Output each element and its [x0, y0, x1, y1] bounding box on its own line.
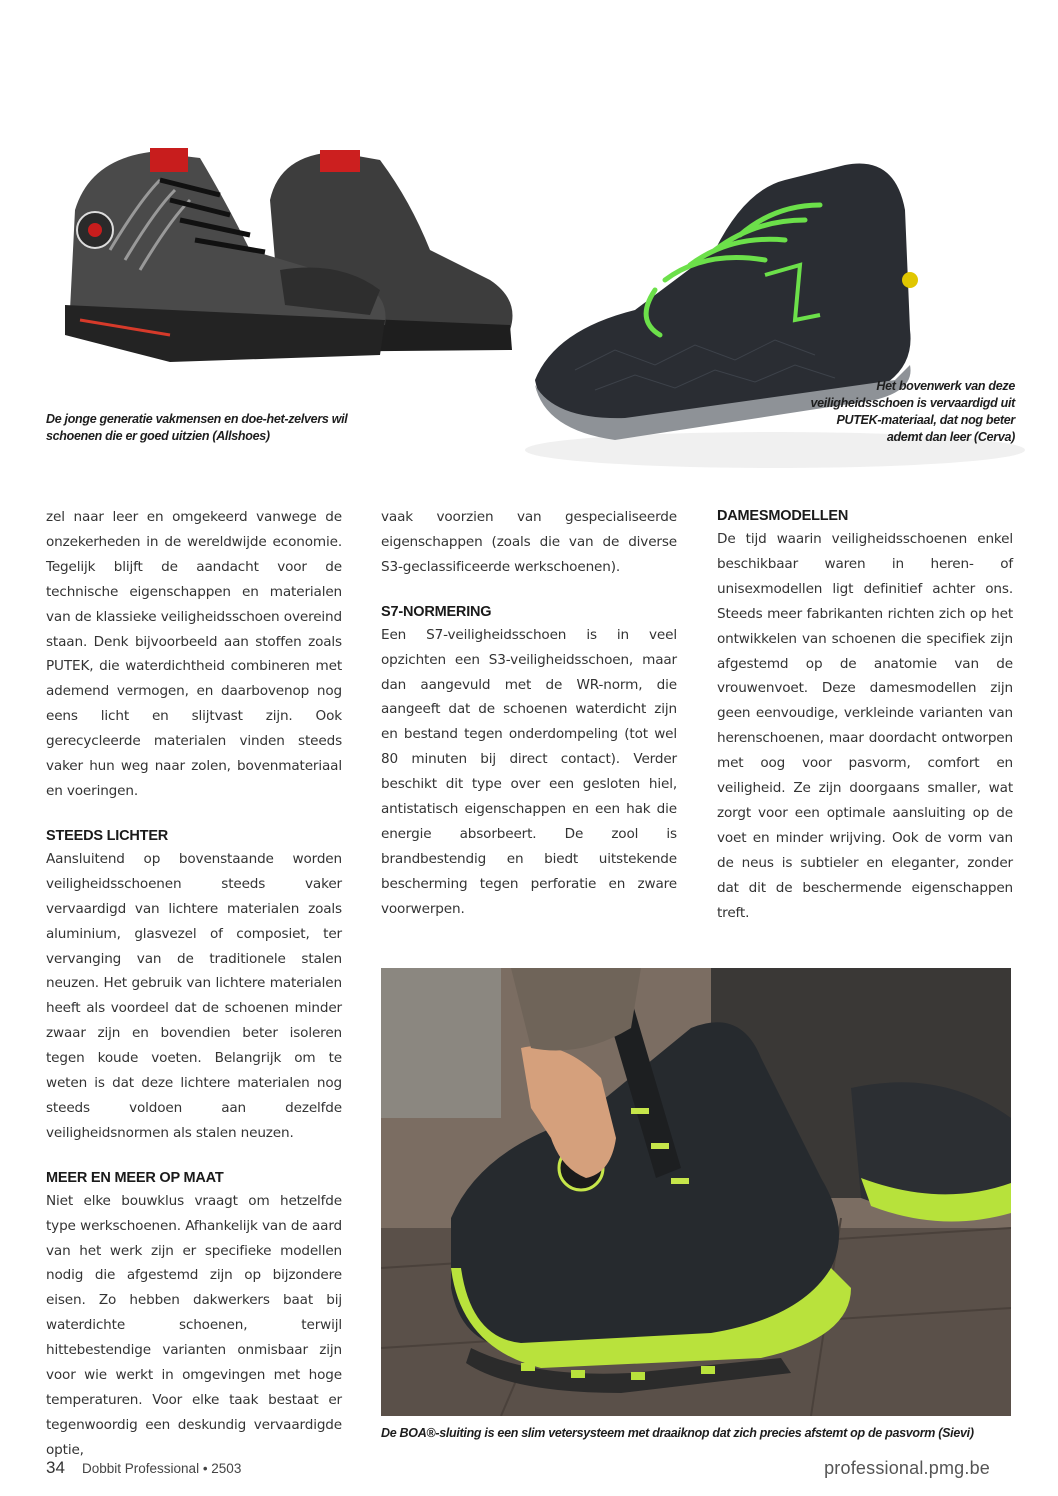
page-number: 34: [46, 1458, 65, 1477]
paragraph-lighter: Aansluitend op bovenstaande worden veiligheidsschoenen steeds vaker vervaardigd van lichtere materialen zoals aluminium, glasvezel of composiet, ter vervanging van de traditionele stalen neuzen. Het gebruik van lichtere materialen heeft als voordeel dat de schoenen minder zwaar zijn en bovendien beter isoleren tegen koude voeten. Belangrijk om te weten is dat deze lichtere materialen nog steeds voldoen aan dezelfde veiligheidsnormen als stalen neuzen.: [46, 850, 342, 1141]
paragraph-intro: zel naar leer en omgekeerd vanwege de onzekerheden in de wereldwijde economie. Tegelijk blijft de aandacht voor de technische eigenschappen en materialen van de klassieke veiligheidsschoen overeind staan. Denk bijvoorbeeld aan stoffen zoals PUTEK, die waterdichtheid combineren met ademend vermogen, en daarbovenop nog eens licht en slijtvast zijn. Ook gerecycleerde materialen vinden steeds vaker hun weg naar zolen, bovenmateriaal en voeringen.: [46, 509, 342, 799]
website-link[interactable]: professional.pmg.be: [824, 1458, 990, 1478]
column-1: [46, 505, 342, 1463]
allshoes-caption: De jonge generatie vakmensen en doe-het-zelvers wil schoenen die er goed uitzien (Allshoes): [46, 412, 348, 443]
heading-steeds-lichter: STEEDS LICHTER: [46, 827, 169, 844]
sievi-boa-photo: [381, 968, 1011, 1416]
heading-damesmodellen: DAMESMODELLEN: [717, 508, 849, 524]
paragraph-women: De tijd waarin veiligheidsschoenen enkel beschikbaar waren in heren- of unisexmodellen ligt definitief achter ons. Steeds meer fabrikanten richten zich op het ontwikkelen van schoenen die specifiek zijn afgestemd op de anatomie van de vrouwenvoet. Deze damesmodellen zijn geen eenvoudige, verkleinde varianten van herenschoenen, maar doordacht ontworpen met oog voor pasvorm, comfort en veiligheid. Ze zijn doorgaans smaller, wat zorgt voor een optimale aansluiting op de voet en minder wrijving. Ook de vorm van de neus is subtieler en eleganter, zonder dat dit de beschermende eigenschappen treft.: [717, 531, 1013, 921]
paragraph-s7: Een S7-veiligheidsschoen is in veel opzichten een S3-veiligheidsschoen, maar dan aangevuld met de WR-norm, die aangeeft dat de schoenen waterdicht zijn en bestand tegen onderdompeling (tot wel 80 minuten bij direct contact). Verder beschikt dit type over een gesloten hiel, antistatisch eigenschappen en een hak die energie absorbeert. De zool is brandbestendig en biedt uitstekende bescherming tegen perforatie en zware voorwerpen.: [381, 626, 677, 917]
paragraph-continuation: vaak voorzien van gespecialiseerde eigenschappen (zoals die van de diverse S3-geclassificeerde werkschoenen).: [381, 509, 677, 575]
magazine-issue: Dobbit Professional • 2503: [82, 1461, 242, 1476]
boa-shoe-illustration: [381, 968, 1011, 1416]
column-3: [717, 505, 1013, 926]
heading-meer-op-maat: MEER EN MEER OP MAAT: [46, 1169, 224, 1186]
cerva-caption: Het bovenwerk van deze veiligheidsschoen is vervaardigd uit PUTEK-materiaal, dat nog beter ademt dan leer (Cerva): [810, 379, 1015, 444]
page-footer: [46, 1458, 990, 1482]
paragraph-custom: Niet elke bouwklus vraagt om hetzelfde type werkschoenen. Afhankelijk van de aard van het werk zijn er specifieke modellen nodig die afgestemd zijn op bijzondere eisen. Zo hebben dakwerkers baat bij waterdichte schoenen, terwijl hittebestendige varianten onmisbaar zijn voor wie werkt in omgevingen met hoge temperaturen. Voor elke taak bestaat er tegenwoordig een deskundig vervaardigde optie,: [46, 1192, 342, 1458]
heading-s7-normering: S7-NORMERING: [381, 603, 492, 620]
column-2: [381, 505, 677, 922]
sneakers-illustration: [50, 140, 520, 375]
allshoes-sneakers-photo: [50, 140, 520, 375]
sievi-caption: De BOA®-sluiting is een slim vetersysteem met draaiknop dat zich precies afstemt op de pasvorm (Sievi): [381, 1426, 974, 1440]
